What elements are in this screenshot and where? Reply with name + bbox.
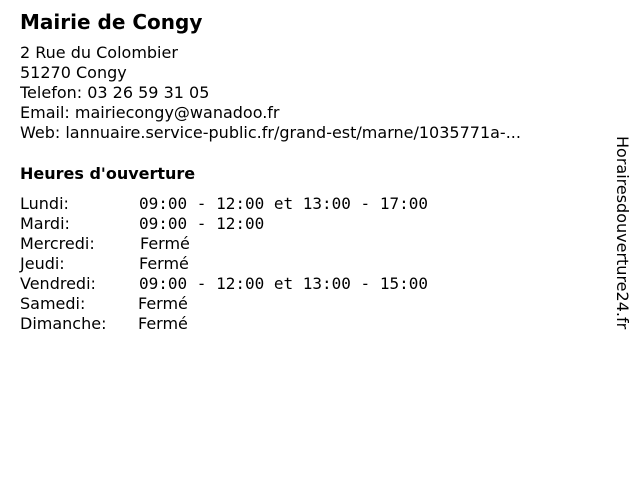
day-label: Jeudi: xyxy=(20,254,65,273)
website-link[interactable]: Web: lannuaire.service-public.fr/grand-est/marne/1035771a-... xyxy=(20,123,521,142)
day-label: Vendredi: xyxy=(20,274,96,293)
day-label: Mardi: xyxy=(20,214,70,233)
day-hours: Fermé xyxy=(138,294,188,313)
day-label: Dimanche: xyxy=(20,314,107,333)
phone-number: Telefon: 03 26 59 31 05 xyxy=(20,83,210,102)
page-title: Mairie de Congy xyxy=(20,10,203,34)
opening-hours-heading: Heures d'ouverture xyxy=(20,164,196,183)
day-label: Samedi: xyxy=(20,294,86,313)
postal-city: 51270 Congy xyxy=(20,63,127,82)
address-block xyxy=(20,43,600,143)
day-label: Lundi: xyxy=(20,194,69,213)
day-label: Mercredi: xyxy=(20,234,95,253)
street-address: 2 Rue du Colombier xyxy=(20,43,178,62)
site-brand-watermark: Horairesdouverture24.fr xyxy=(613,136,632,330)
day-hours: Fermé xyxy=(138,314,188,333)
day-hours: 09:00 - 12:00 et 13:00 - 17:00 xyxy=(139,194,428,213)
day-hours: Fermé xyxy=(139,254,189,273)
day-hours: Fermé xyxy=(140,234,190,253)
email-address: Email: mairiecongy@wanadoo.fr xyxy=(20,103,280,122)
day-hours: 09:00 - 12:00 xyxy=(139,214,265,233)
day-hours: 09:00 - 12:00 et 13:00 - 15:00 xyxy=(139,274,428,293)
